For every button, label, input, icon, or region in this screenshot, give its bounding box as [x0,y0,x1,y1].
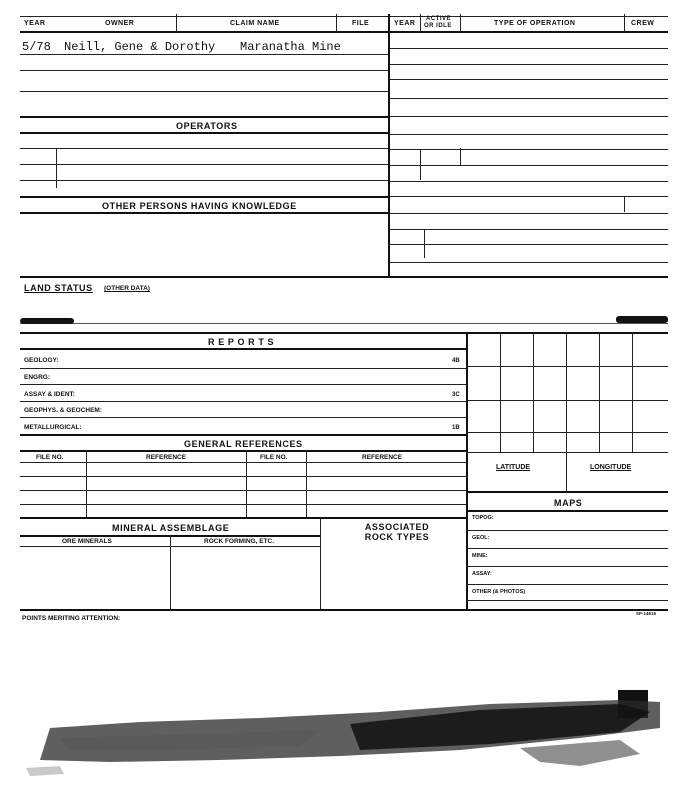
maps-title: MAPS [554,498,583,508]
maps-topog: TOPOG: [472,515,494,521]
main-split [388,14,390,278]
row-line [390,181,668,182]
row-line [20,417,466,418]
ore-minerals-label: ORE MINERALS [62,538,112,545]
row-line [390,262,668,263]
row-line [466,548,668,549]
row-line [20,91,388,92]
row-line [390,244,668,245]
ref-file-no-2: FILE NO. [260,454,288,461]
grid-col [500,334,501,452]
right-bottom-rule [388,276,668,278]
mineral-col [320,517,321,609]
other-persons-title: OTHER PERSONS HAVING KNOWLEDGE [102,201,297,211]
upper-bottom-rule [20,276,388,278]
grid-col [632,334,633,452]
report-geophys-label: GEOPHYS. & GEOCHEM: [24,407,103,414]
row-line [20,148,388,149]
row-line [390,64,668,65]
ink-smudge [616,316,668,323]
row-line [390,165,668,166]
scan-artifact [20,688,668,800]
row-line [390,213,668,214]
col-div [624,196,625,212]
col-div [336,14,337,32]
grid-col [533,334,534,452]
land-status-sub: (OTHER DATA) [104,285,150,292]
row-line [390,229,668,230]
header-underline [20,31,668,33]
col-div [176,14,177,32]
header-claim-name: CLAIM NAME [230,20,280,27]
maps-other: OTHER (& PHOTOS) [472,589,526,595]
associated-rock-types-title: ASSOCIATED ROCK TYPES [364,522,430,542]
points-meriting-title: POINTS MERITING ATTENTION: [22,615,121,622]
ref-col [246,450,247,518]
header-file: FILE [352,20,370,27]
report-metallurgical-num: 1B [452,425,460,431]
row-line [20,401,466,402]
grid-row [466,400,668,401]
land-status-title: LAND STATUS [24,283,93,293]
report-assay-num: 3C [452,392,460,398]
grid-col [599,334,600,452]
header-year-2: YEAR [394,20,416,27]
ref-col [86,450,87,518]
header-type-of-operation: TYPE OF OPERATION [494,20,576,27]
grid-row [466,452,668,453]
row-line [390,196,668,197]
row-line [466,530,668,531]
grid-col [566,334,567,492]
right-panel-border [466,332,468,610]
col-div [424,230,425,258]
other-persons-underline [20,212,388,214]
entry-owner: Neill, Gene & Dorothy [64,40,216,54]
operators-title: OPERATORS [176,121,238,131]
references-bottom-rule [20,517,466,519]
row-line [390,116,668,117]
header-owner: OWNER [105,20,135,27]
grid-row [466,366,668,367]
row-line [390,134,668,135]
report-metallurgical-label: METALLURGICAL: [24,424,82,431]
other-persons-top-rule [20,196,388,198]
entry-year: 5/78 [22,40,51,54]
row-line [20,368,466,369]
row-line [20,164,388,165]
longitude-label: LONGITUDE [590,464,632,471]
row-line [20,70,388,71]
reports-bottom-rule [20,434,466,436]
report-assay-label: ASSAY & IDENT: [24,391,75,398]
top-rule [20,16,668,17]
grid-row [466,432,668,433]
row-line [20,384,466,385]
operators-underline [20,132,388,134]
row-line [466,600,668,601]
coords-bottom-rule [466,491,668,493]
row-line [390,98,668,99]
row-line [466,566,668,567]
header-or-idle: OR IDLE [424,23,452,29]
operators-top-rule [20,116,388,118]
ref-file-no-1: FILE NO. [36,454,64,461]
latitude-label: LATITUDE [496,464,531,471]
maps-assay: ASSAY: [472,571,492,577]
row-line [466,584,668,585]
header-year: YEAR [24,20,46,27]
col-div [56,148,57,188]
col-div [420,150,421,180]
header-active: ACTIVE [426,16,452,22]
row-line [390,149,668,150]
lower-bottom-rule [20,609,668,611]
row-line [390,48,668,49]
col-div [624,14,625,32]
reports-underline [20,348,466,350]
form-code: SP-14615 [636,611,657,616]
maps-underline [466,510,668,512]
row-line [20,54,388,55]
report-engrg-label: ENGRG: [24,374,50,381]
rock-forming-label: ROCK FORMING, ETC. [204,538,275,545]
maps-mine: MINE: [472,553,488,559]
reports-top-rule [20,332,668,334]
entry-claim: Maranatha Mine [240,40,341,54]
reports-title: R E P O R T S [208,337,275,347]
general-references-title: GENERAL REFERENCES [184,439,303,449]
report-geology-label: GEOLOGY: [24,357,59,364]
ref-reference-1: REFERENCE [146,454,187,461]
row-line [390,79,668,80]
col-div [420,14,421,32]
col-div [460,148,461,166]
ref-col [306,450,307,518]
land-status-line [20,323,668,324]
mineral-col [170,535,171,609]
report-geology-num: 4B [452,358,460,364]
header-crew: CREW [631,20,655,27]
row-line [20,180,388,181]
ref-reference-2: REFERENCE [362,454,403,461]
mineral-assemblage-title: MINERAL ASSEMBLAGE [112,523,230,533]
ink-smudge [20,318,74,324]
maps-geol: GEOL: [472,535,490,541]
col-div [460,14,461,32]
